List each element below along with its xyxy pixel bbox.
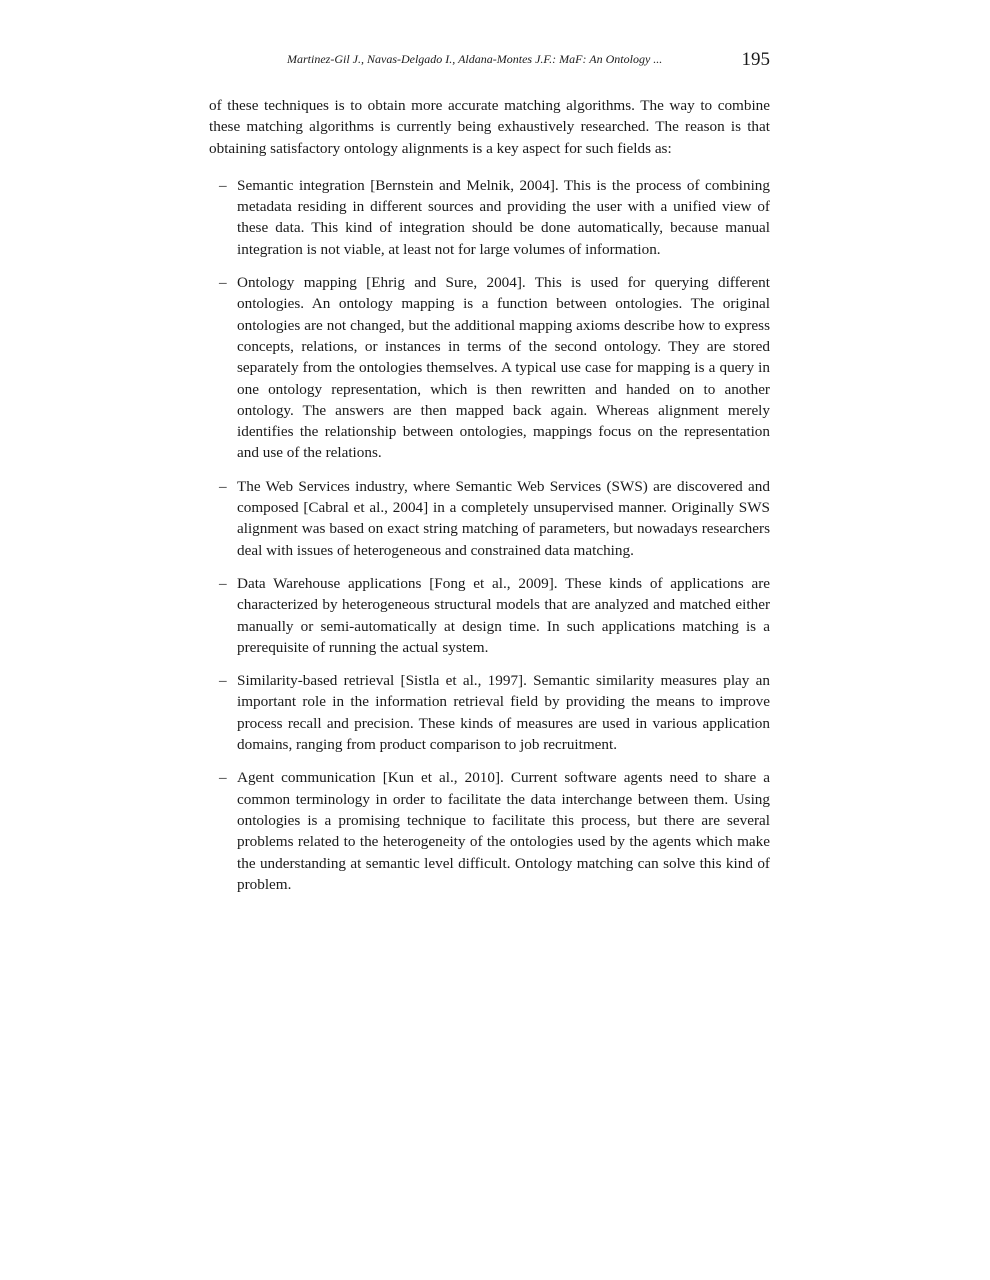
list-bullet: – bbox=[219, 672, 227, 690]
list-item-data-warehouse bbox=[209, 573, 770, 658]
application-fields-list bbox=[209, 175, 770, 895]
list-bullet: – bbox=[219, 274, 227, 292]
list-item-text: Data Warehouse applications [Fong et al., 2009]. These kinds of applications are characterized by heterogeneous structural models that are analyzed and matched either manually or semi-automatically at design time. In such applications matching is a prerequisite of running the actual system. bbox=[237, 574, 770, 656]
list-item-text: Ontology mapping [Ehrig and Sure, 2004]. This is used for querying different ontologies. An ontology mapping is a function between ontologies. The original ontologies are not changed, but the additional mapping axioms describe how to express concepts, relations, or instances in terms of the second ontology. They are stored separately from the ontologies themselves. A typical use case for mapping is a query in one ontology representation, which is then rewritten and handed on to another ontology. The answers are then mapped back again. Whereas alignment merely identifies the relationship between ontologies, mappings focus on the representation and use of the relations. bbox=[237, 274, 770, 462]
list-bullet: – bbox=[219, 769, 227, 787]
running-header bbox=[209, 49, 770, 73]
list-bullet: – bbox=[219, 477, 227, 495]
list-item-agent-communication bbox=[209, 767, 770, 895]
list-bullet: – bbox=[219, 176, 227, 194]
page-number: 195 bbox=[741, 49, 770, 70]
running-title: Martinez-Gil J., Navas-Delgado I., Aldana-Montes J.F.: MaF: An Ontology ... bbox=[287, 52, 663, 66]
list-item-text: Semantic integration [Bernstein and Melnik, 2004]. This is the process of combining metadata residing in different sources and providing the user with a unified view of these data. This kind of integration should be done automatically, because manual integration is not viable, at least not for large volumes of information. bbox=[237, 176, 770, 258]
list-item-text: Agent communication [Kun et al., 2010]. Current software agents need to share a common terminology in order to facilitate the data interchange between them. Using ontologies is a promising technique to facilitate this process, but there are several problems related to the heterogeneity of the ontologies used by the agents which make the understanding at semantic level difficult. Ontology matching can solve this kind of problem. bbox=[237, 769, 770, 893]
list-item-text: Similarity-based retrieval [Sistla et al., 1997]. Semantic similarity measures play an important role in the information retrieval field by providing the means to improve process recall and precision. These kinds of measures are used in various application domains, ranging from product comparison to job recruitment. bbox=[237, 672, 770, 754]
body-text bbox=[209, 95, 770, 907]
list-item-web-services bbox=[209, 476, 770, 561]
intro-paragraph: of these techniques is to obtain more accurate matching algorithms. The way to combine these matching algorithms is currently being exhaustively researched. The reason is that obtaining satisfactory ontology alignments is a key aspect for such fields as: bbox=[209, 97, 770, 157]
list-item-semantic-integration bbox=[209, 175, 770, 260]
list-bullet: – bbox=[219, 574, 227, 592]
list-item-similarity-retrieval bbox=[209, 670, 770, 755]
list-item-ontology-mapping bbox=[209, 272, 770, 464]
list-item-text: The Web Services industry, where Semantic Web Services (SWS) are discovered and composed [Cabral et al., 2004] in a completely unsupervised manner. Originally SWS alignment was based on exact string matching of parameters, but nowadays researchers deal with issues of heterogeneous and constrained data matching. bbox=[237, 477, 770, 559]
